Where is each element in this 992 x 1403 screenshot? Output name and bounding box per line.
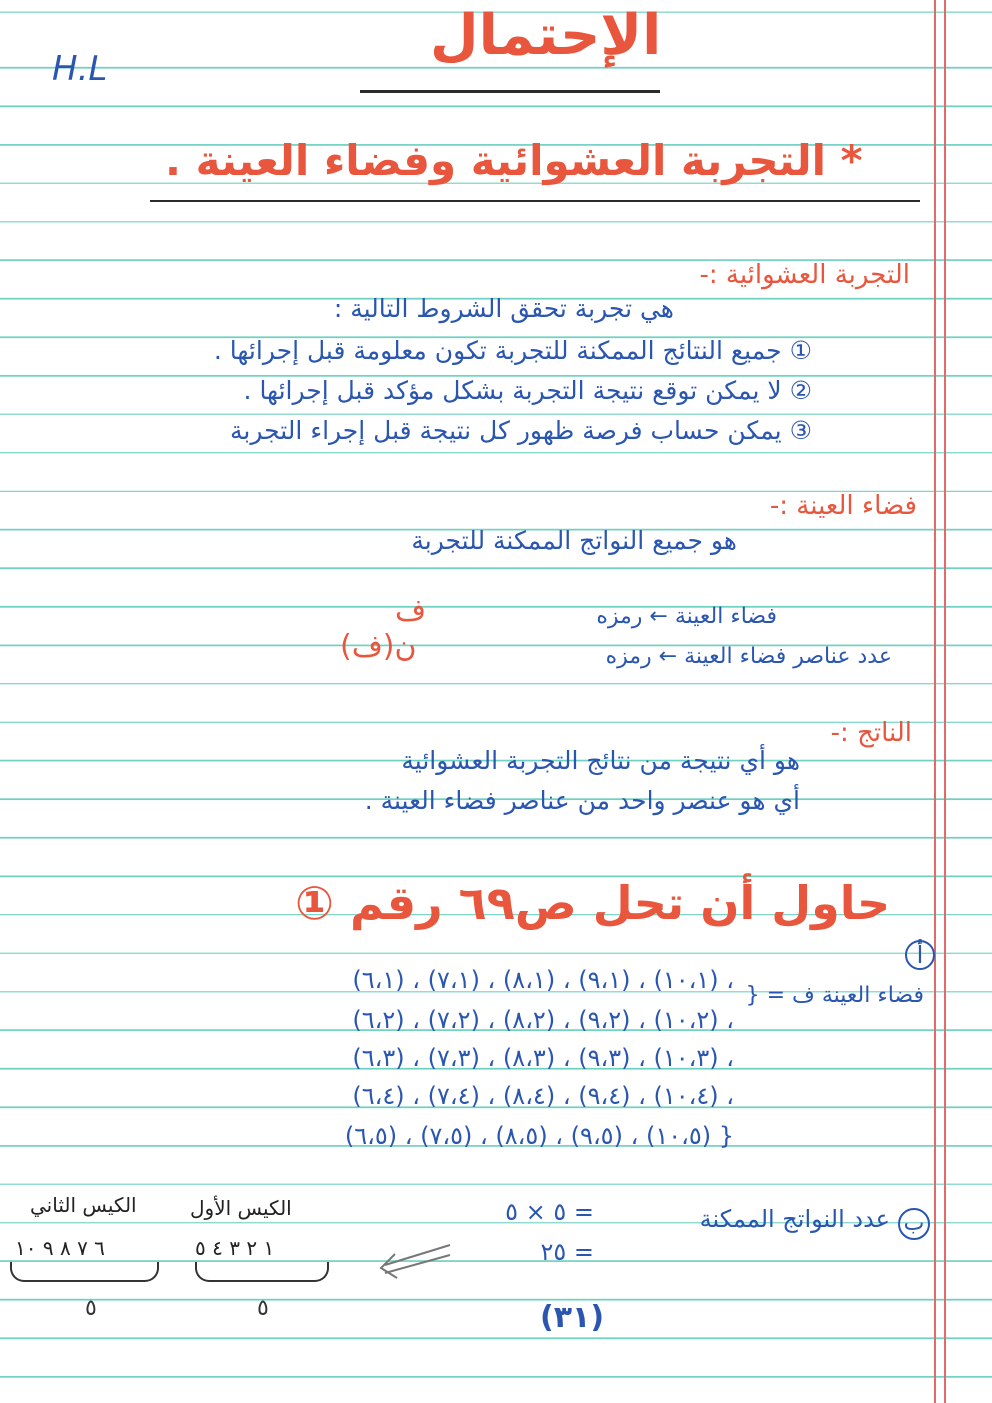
condition-3: ③ يمكن حساب فرصة ظهور كل نتيجة قبل إجراء التجربة — [229, 416, 812, 445]
sample-space-label: فضاء العينة ف = { — [745, 983, 924, 1008]
bag1-count: ٥ — [257, 1296, 269, 1321]
count-label: عدد النواتج الممكنة — [699, 1205, 890, 1233]
outcomes-row-5: (٦،٥) ، (٧،٥) ، (٨،٥) ، (٩،٥) ، (١٠،٥) } — [344, 1122, 734, 1150]
outcomes-row-1: (٦،١) ، (٧،١) ، (٨،١) ، (٩،١) ، (١٠،١) ، — [352, 966, 734, 994]
condition-1: ① جميع النتائج الممكنة للتجربة تكون معلومة قبل إجرائها . — [213, 336, 812, 365]
title-underline — [360, 90, 660, 93]
margin-line-inner — [944, 0, 946, 1403]
sample-space-symbol-text: فضاء العينة ← رمزه — [596, 604, 777, 629]
bag2-items: ٦ ٧ ٨ ٩ ١٠ — [15, 1236, 105, 1260]
sample-space-count-symbol: ن(ف) — [340, 629, 417, 664]
sample-space-symbol: ف — [395, 593, 427, 628]
page-title: الإحتمال — [430, 3, 662, 68]
random-experiment-definition: هي تجربة تحقق الشروط التالية : — [333, 294, 674, 323]
page-number: (٣١) — [540, 1300, 605, 1335]
outcome-line-1: هو أي نتيجة من نتائج التجربة العشوائية — [401, 746, 800, 775]
part-b-label: ب — [898, 1208, 930, 1240]
outcome-heading: الناتج :- — [830, 718, 912, 748]
sample-space-definition: هو جميع النواتج الممكنة للتجربة — [411, 526, 737, 555]
outcomes-row-4: (٦،٤) ، (٧،٤) ، (٨،٤) ، (٩،٤) ، (١٠،٤) ، — [352, 1082, 734, 1110]
bag1-items: ١ ٢ ٣ ٤ ٥ — [195, 1236, 275, 1260]
section-subtitle: * التجربة العشوائية وفضاء العينة . — [165, 136, 863, 185]
bag2-count: ٥ — [85, 1296, 97, 1321]
bag1-brace — [195, 1262, 329, 1282]
outcome-line-2: أي هو عنصر واحد من عناصر فضاء العينة . — [364, 786, 800, 815]
bag2-brace — [10, 1262, 159, 1282]
bag2-label: الكيس الثاني — [30, 1193, 137, 1217]
outcomes-row-3: (٦،٣) ، (٧،٣) ، (٨،٣) ، (٩،٣) ، (١٠،٣) ، — [352, 1044, 734, 1072]
part-a-label: أ — [905, 940, 935, 970]
count-calc-2: = ٢٥ — [540, 1238, 594, 1266]
sample-space-heading: فضاء العينة :- — [769, 491, 917, 521]
margin-line-outer — [934, 0, 936, 1403]
count-calc-1: = ٥ × ٥ — [505, 1198, 594, 1226]
bag1-label: الكيس الأول — [190, 1196, 292, 1220]
double-arrow-icon — [375, 1240, 455, 1280]
sample-space-count-text: عدد عناصر فضاء العينة ← رمزه — [605, 644, 892, 669]
subtitle-underline — [150, 200, 920, 202]
outcomes-row-2: (٦،٢) ، (٧،٢) ، (٨،٢) ، (٩،٢) ، (١٠،٢) ، — [352, 1006, 734, 1034]
author-initials: H.L — [52, 49, 108, 89]
random-experiment-heading: التجربة العشوائية :- — [699, 260, 910, 290]
condition-2: ② لا يمكن توقع نتيجة التجربة بشكل مؤكد قبل إجرائها . — [243, 376, 812, 405]
exercise-heading: حاول أن تحل ص٦٩ رقم ① — [295, 876, 891, 930]
